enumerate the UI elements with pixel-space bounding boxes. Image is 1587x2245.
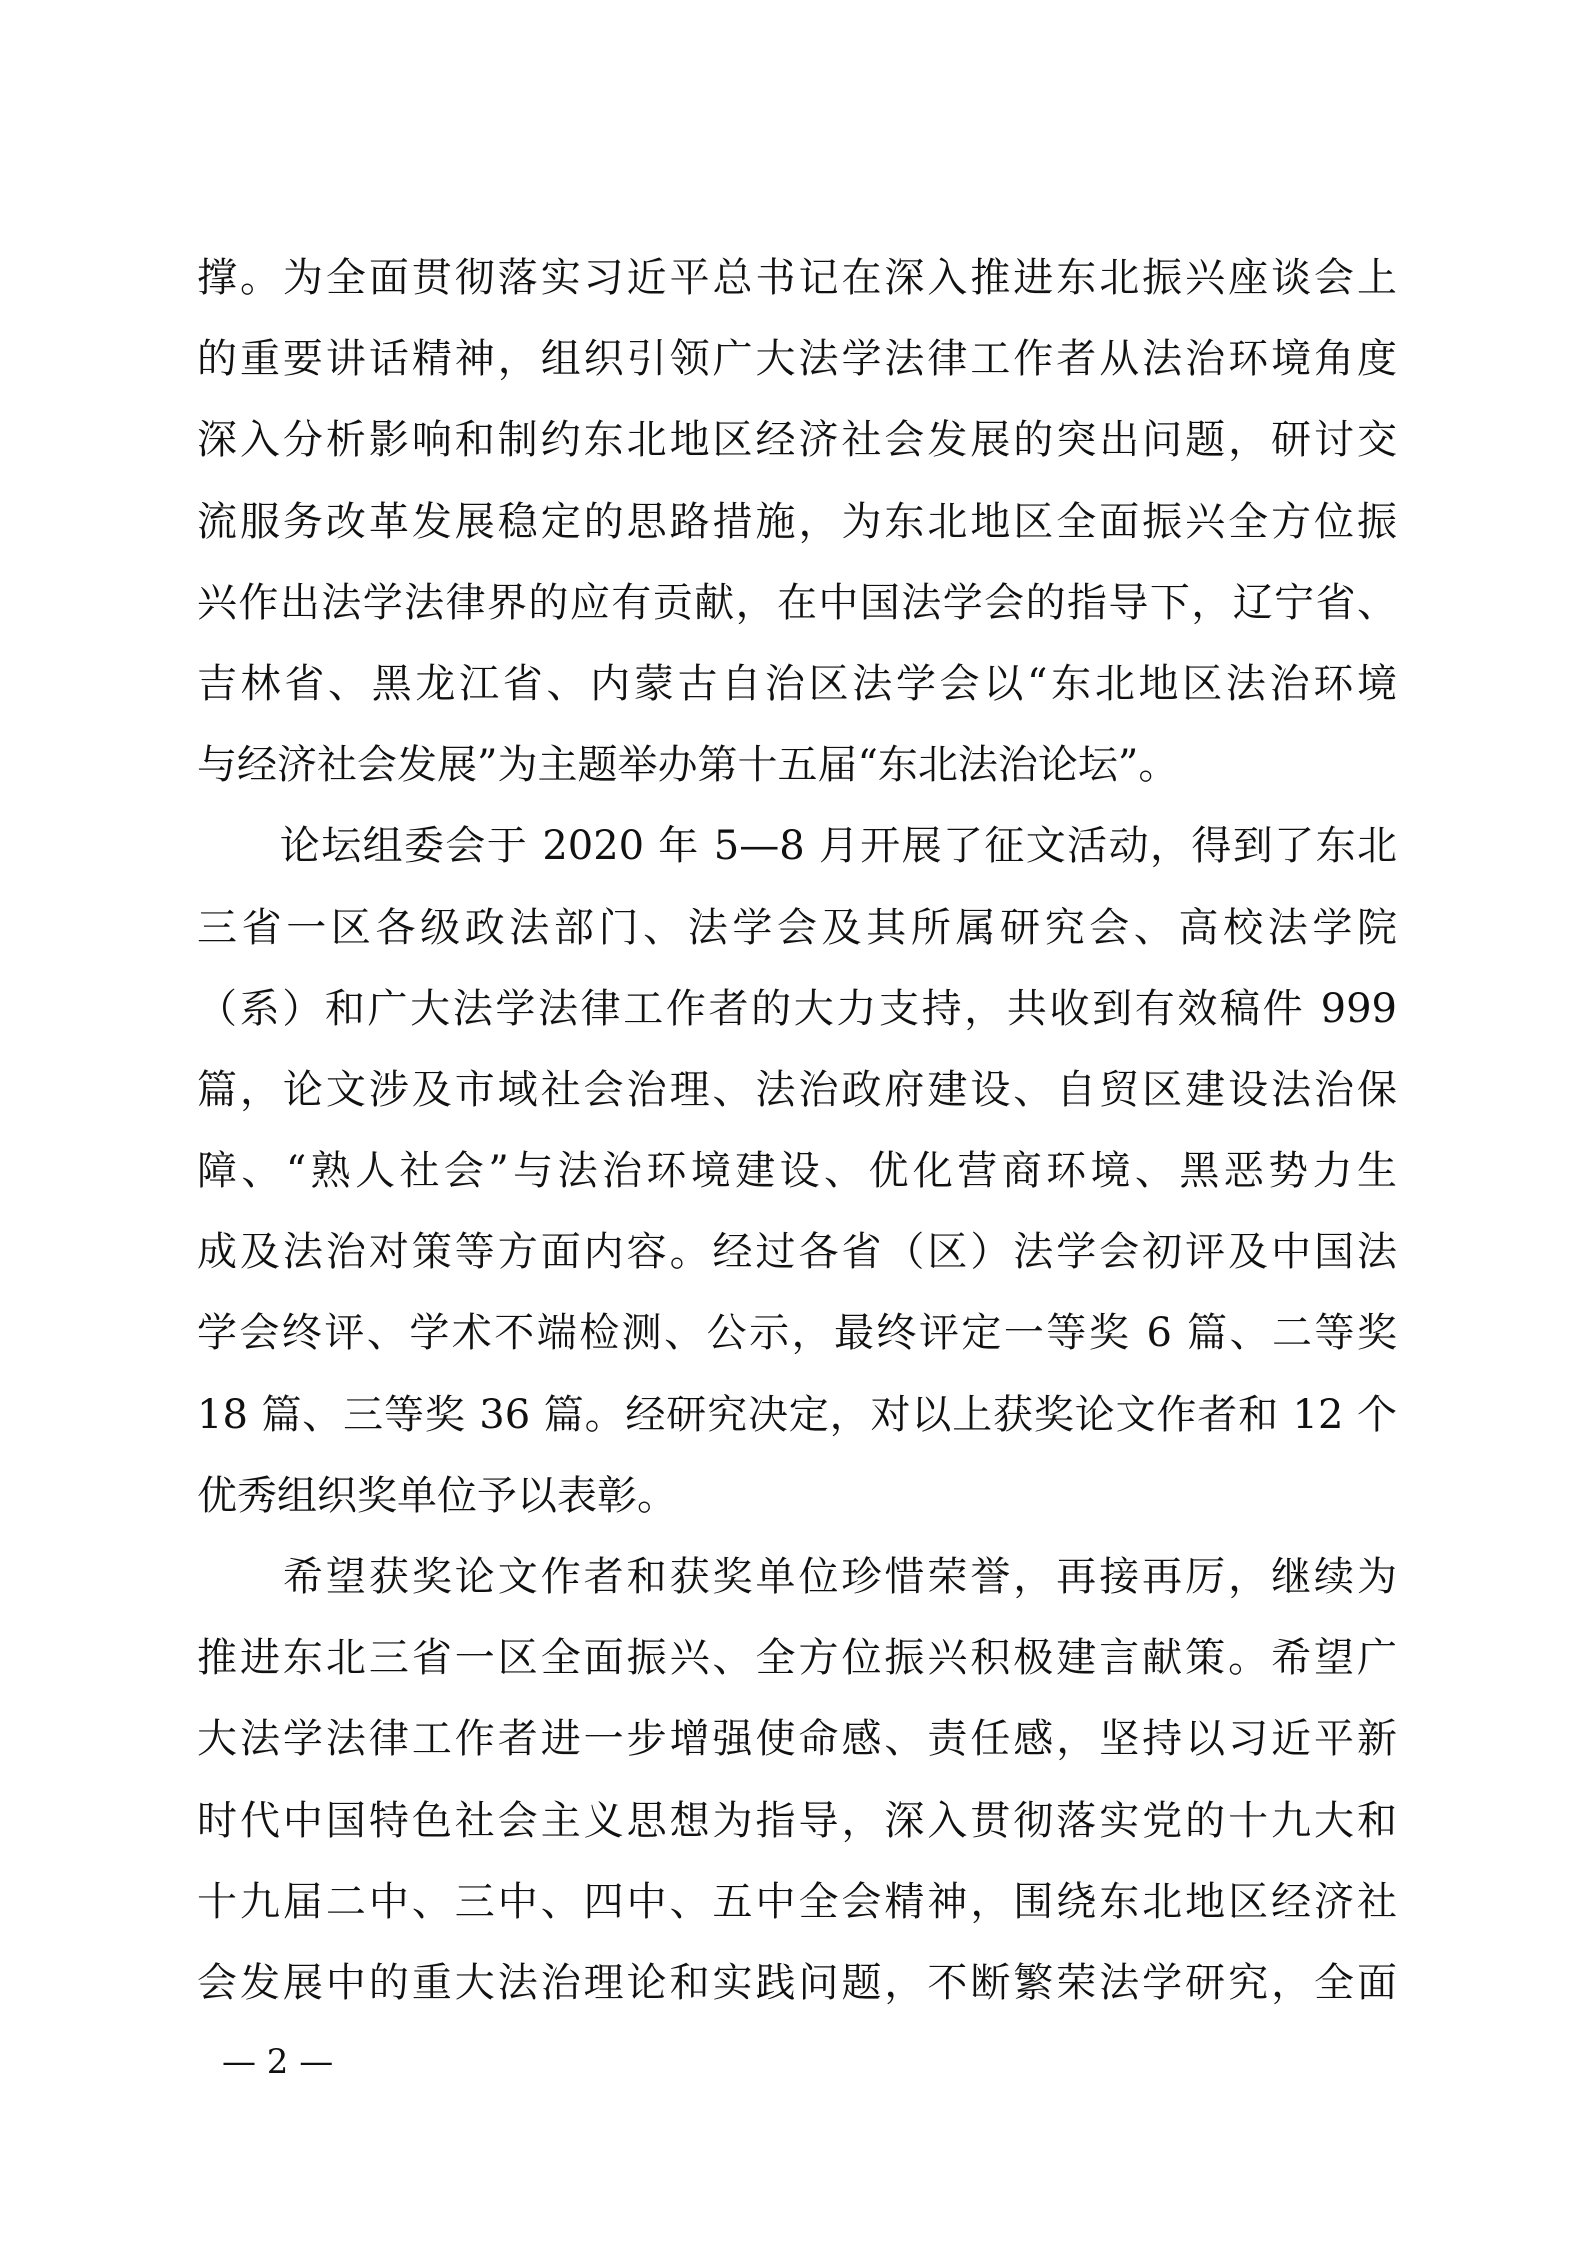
page-number: — 2 —	[222, 2042, 334, 2082]
text-line: 学会终评、学术不端检测、公示，最终评定一等奖 6 篇、二等奖	[197, 1310, 1397, 1357]
text-line: 论坛组委会于 2020 年 5—8 月开展了征文活动，得到了东北	[197, 823, 1397, 870]
text-line: 希望获奖论文作者和获奖单位珍惜荣誉，再接再厉，继续为	[197, 1554, 1397, 1600]
text-line: 18 篇、三等奖 36 篇。经研究决定，对以上获奖论文作者和 12 个	[197, 1391, 1397, 1438]
text-line: 篇，论文涉及市域社会治理、法治政府建设、自贸区建设法治保	[197, 1066, 1397, 1113]
text-line: 兴作出法学法律界的应有贡献，在中国法学会的指导下，辽宁省、	[197, 579, 1397, 626]
text-line: 撑。为全面贯彻落实习近平总书记在深入推进东北振兴座谈会上	[197, 255, 1397, 301]
text-line: 障、“熟人社会”与法治环境建设、优化营商环境、黑恶势力生	[197, 1148, 1397, 1195]
text-line: 吉林省、黑龙江省、内蒙古自治区法学会以“东北地区法治环境	[197, 660, 1397, 707]
text-line: 深入分析影响和制约东北地区经济社会发展的突出问题，研讨交	[197, 417, 1397, 464]
text-line: 与经济社会发展”为主题举办第十五届“东北法治论坛”。	[197, 742, 1179, 789]
text-line: 推进东北三省一区全面振兴、全方位振兴积极建言献策。希望广	[197, 1635, 1397, 1682]
text-line: 优秀组织奖单位予以表彰。	[197, 1472, 677, 1519]
text-line: 十九届二中、三中、四中、五中全会精神，围绕东北地区经济社	[197, 1878, 1397, 1925]
text-line: （系）和广大法学法律工作者的大力支持，共收到有效稿件 999	[197, 985, 1397, 1032]
text-line: 大法学法律工作者进一步增强使命感、责任感，坚持以习近平新	[197, 1716, 1397, 1763]
text-line: 的重要讲话精神，组织引领广大法学法律工作者从法治环境角度	[197, 336, 1397, 383]
body-text	[197, 238, 1397, 2024]
text-line: 成及法治对策等方面内容。经过各省（区）法学会初评及中国法	[197, 1229, 1397, 1276]
text-line: 时代中国特色社会主义思想为指导，深入贯彻落实党的十九大和	[197, 1797, 1397, 1844]
text-line: 三省一区各级政法部门、法学会及其所属研究会、高校法学院	[197, 904, 1397, 951]
text-line: 会发展中的重大法治理论和实践问题，不断繁荣法学研究，全面	[197, 1959, 1397, 2006]
text-line: 流服务改革发展稳定的思路措施，为东北地区全面振兴全方位振	[197, 498, 1397, 545]
